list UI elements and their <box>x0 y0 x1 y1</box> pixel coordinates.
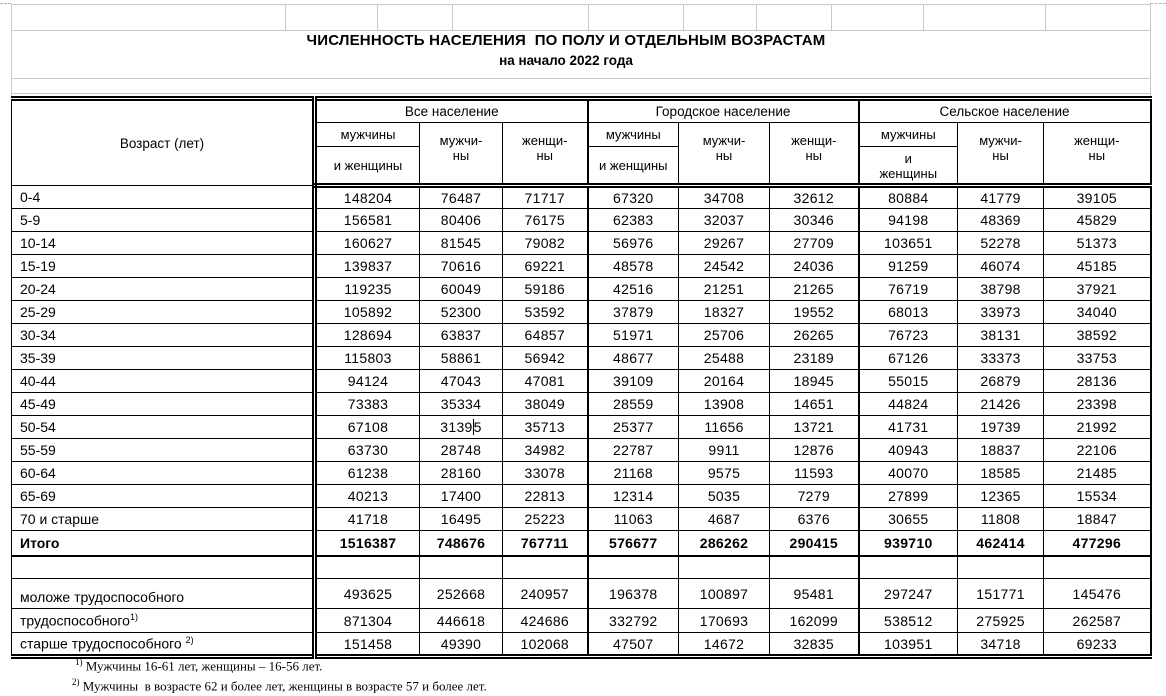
value-cell[interactable]: 105892 <box>315 301 420 324</box>
spacer-cell <box>315 556 420 579</box>
value-cell[interactable]: 56942 <box>503 347 588 370</box>
value-cell[interactable]: 148204 <box>315 186 420 209</box>
value-cell[interactable]: 286262 <box>679 531 770 556</box>
document-title[interactable]: ЧИСЛЕННОСТЬ НАСЕЛЕНИЯ ПО ПОЛУ И ОТДЕЛЬНЫМ ВОЗРАСТАМ <box>306 32 826 49</box>
labor-label-cell[interactable]: моложе трудоспособного <box>12 579 315 609</box>
value-cell[interactable]: 33753 <box>1044 347 1151 370</box>
value-cell[interactable]: 21168 <box>588 462 679 485</box>
age-label-cell[interactable]: 0-4 <box>12 186 315 209</box>
value-cell[interactable]: 45185 <box>1044 255 1151 278</box>
value-cell[interactable]: 23189 <box>770 347 859 370</box>
value-cell[interactable]: 76719 <box>859 278 958 301</box>
value-cell[interactable]: 196378 <box>588 579 679 609</box>
value-cell[interactable]: 29267 <box>679 232 770 255</box>
value-cell[interactable]: 47043 <box>420 370 503 393</box>
gridline-decoration <box>1045 4 1046 30</box>
labor-label-cell[interactable]: старше трудоспособного $^{2)}$ <box>12 633 315 657</box>
gridline-decoration <box>588 4 589 30</box>
value-cell[interactable]: 25488 <box>679 347 770 370</box>
value-cell[interactable]: 767711 <box>503 531 588 556</box>
value-cell[interactable]: 46074 <box>958 255 1044 278</box>
value-cell[interactable]: 156581 <box>315 209 420 232</box>
value-cell[interactable]: 33973 <box>958 301 1044 324</box>
gridline-decoration <box>377 4 378 30</box>
footnotes <box>72 654 487 695</box>
header-male-cell[interactable]: мужчи- ны <box>958 123 1044 186</box>
value-cell[interactable]: 70616 <box>420 255 503 278</box>
value-cell[interactable]: 48677 <box>588 347 679 370</box>
page-break-dash <box>0 3 11 4</box>
header-female-cell[interactable]: женщи- ны <box>770 123 859 186</box>
value-cell[interactable]: 7279 <box>770 485 859 508</box>
value-cell[interactable]: 39109 <box>588 370 679 393</box>
value-cell[interactable]: 115803 <box>315 347 420 370</box>
value-cell[interactable]: 21251 <box>679 278 770 301</box>
value-cell[interactable]: 16495 <box>420 508 503 531</box>
value-cell[interactable]: 33373 <box>958 347 1044 370</box>
value-cell[interactable]: 76723 <box>859 324 958 347</box>
value-cell[interactable]: 33078 <box>503 462 588 485</box>
value-cell[interactable]: 275925 <box>958 609 1044 633</box>
value-cell[interactable]: 18837 <box>958 439 1044 462</box>
value-cell[interactable]: 9575 <box>679 462 770 485</box>
value-cell[interactable]: 51971 <box>588 324 679 347</box>
value-cell[interactable]: 30346 <box>770 209 859 232</box>
spacer-cell <box>1044 556 1151 579</box>
value-cell[interactable]: 41779 <box>958 186 1044 209</box>
value-cell[interactable]: 15534 <box>1044 485 1151 508</box>
value-cell[interactable]: 34718 <box>958 633 1044 657</box>
value-cell[interactable]: 38592 <box>1044 324 1151 347</box>
value-cell[interactable]: 18327 <box>679 301 770 324</box>
value-cell[interactable]: 56976 <box>588 232 679 255</box>
header-age-label[interactable]: Возраст (лет) <box>12 99 315 186</box>
value-cell[interactable]: 22106 <box>1044 439 1151 462</box>
value-cell[interactable]: 58861 <box>420 347 503 370</box>
value-cell[interactable]: 477296 <box>1044 531 1151 556</box>
value-cell[interactable]: 18585 <box>958 462 1044 485</box>
value-cell[interactable]: 24542 <box>679 255 770 278</box>
value-cell[interactable]: 53592 <box>503 301 588 324</box>
value-cell[interactable]: 11593 <box>770 462 859 485</box>
value-cell[interactable]: 100897 <box>679 579 770 609</box>
gridline-decoration <box>683 4 684 30</box>
value-cell[interactable]: 80884 <box>859 186 958 209</box>
value-cell[interactable]: 576677 <box>588 531 679 556</box>
total-label-cell[interactable]: Итого <box>12 531 315 556</box>
value-cell[interactable]: 40943 <box>859 439 958 462</box>
value-cell[interactable]: 21485 <box>1044 462 1151 485</box>
value-cell[interactable]: 139837 <box>315 255 420 278</box>
value-cell[interactable]: 462414 <box>958 531 1044 556</box>
value-cell[interactable]: 32835 <box>770 633 859 657</box>
value-cell[interactable]: 12876 <box>770 439 859 462</box>
age-label-cell[interactable]: 50-54 <box>12 416 315 439</box>
value-cell[interactable]: 32037 <box>679 209 770 232</box>
value-cell[interactable]: 11808 <box>958 508 1044 531</box>
value-cell[interactable]: 493625 <box>315 579 420 609</box>
header-male-cell[interactable]: мужчи- ны <box>420 123 503 186</box>
value-cell[interactable]: 446618 <box>420 609 503 633</box>
value-cell[interactable]: 67108 <box>315 416 420 439</box>
header-male-cell[interactable]: мужчи- ны <box>679 123 770 186</box>
value-cell[interactable]: 95481 <box>770 579 859 609</box>
age-label-cell[interactable]: 70 и старше <box>12 508 315 531</box>
value-cell[interactable]: 49390 <box>420 633 503 657</box>
value-cell[interactable]: 151771 <box>958 579 1044 609</box>
value-cell[interactable]: 12365 <box>958 485 1044 508</box>
spacer-cell <box>12 556 315 579</box>
spacer-cell <box>859 556 958 579</box>
value-cell[interactable]: 68013 <box>859 301 958 324</box>
age-label-cell[interactable]: 15-19 <box>12 255 315 278</box>
value-cell[interactable]: 39105 <box>1044 186 1151 209</box>
value-cell[interactable]: 73383 <box>315 393 420 416</box>
header-combined-cell[interactable]: мужчины и женщины <box>315 123 420 186</box>
footnote-2-marker: 2) <box>72 677 80 688</box>
header-female-cell[interactable]: женщи- ны <box>503 123 588 186</box>
value-cell[interactable]: 32612 <box>770 186 859 209</box>
spacer-cell <box>679 556 770 579</box>
population-table <box>11 96 1152 659</box>
age-label-cell[interactable]: 35-39 <box>12 347 315 370</box>
value-cell[interactable]: 40070 <box>859 462 958 485</box>
value-cell[interactable]: 94198 <box>859 209 958 232</box>
value-cell[interactable]: 55015 <box>859 370 958 393</box>
footnote-1[interactable] <box>72 654 487 674</box>
value-cell[interactable]: 14651 <box>770 393 859 416</box>
value-cell[interactable]: 6376 <box>770 508 859 531</box>
gridline-decoration <box>11 78 1150 79</box>
value-cell[interactable]: 42516 <box>588 278 679 301</box>
value-cell[interactable]: 240957 <box>503 579 588 609</box>
value-cell[interactable]: 748676 <box>420 531 503 556</box>
age-label-cell[interactable]: 45-49 <box>12 393 315 416</box>
value-cell[interactable]: 69233 <box>1044 633 1151 657</box>
value-cell[interactable]: 162099 <box>770 609 859 633</box>
value-cell[interactable]: 37921 <box>1044 278 1151 301</box>
value-cell[interactable]: 34982 <box>503 439 588 462</box>
value-cell[interactable]: 13721 <box>770 416 859 439</box>
value-cell[interactable]: 26265 <box>770 324 859 347</box>
value-cell[interactable]: 76175 <box>503 209 588 232</box>
value-cell[interactable]: 34040 <box>1044 301 1151 324</box>
value-cell[interactable]: 151458 <box>315 633 420 657</box>
text-cursor <box>473 419 474 435</box>
value-cell[interactable]: 35334 <box>420 393 503 416</box>
value-cell[interactable]: 28748 <box>420 439 503 462</box>
value-cell[interactable]: 37879 <box>588 301 679 324</box>
value-cell[interactable]: 41731 <box>859 416 958 439</box>
value-cell[interactable]: 102068 <box>503 633 588 657</box>
value-cell[interactable]: 48369 <box>958 209 1044 232</box>
value-cell[interactable]: 145476 <box>1044 579 1151 609</box>
value-cell[interactable]: 19739 <box>958 416 1044 439</box>
value-cell[interactable]: 22813 <box>503 485 588 508</box>
footnote-1-marker: 1) <box>75 657 83 667</box>
value-cell[interactable]: 332792 <box>588 609 679 633</box>
age-label-cell[interactable]: 60-64 <box>12 462 315 485</box>
value-cell[interactable]: 81545 <box>420 232 503 255</box>
value-cell[interactable]: 25706 <box>679 324 770 347</box>
value-cell[interactable]: 22787 <box>588 439 679 462</box>
value-cell[interactable]: 21426 <box>958 393 1044 416</box>
gridline-decoration <box>452 4 453 30</box>
value-cell[interactable]: 5035 <box>679 485 770 508</box>
value-cell[interactable]: 48578 <box>588 255 679 278</box>
value-cell[interactable]: 4687 <box>679 508 770 531</box>
value-cell[interactable]: 51373 <box>1044 232 1151 255</box>
value-cell[interactable]: 18847 <box>1044 508 1151 531</box>
value-cell[interactable]: 1516387 <box>315 531 420 556</box>
value-cell[interactable]: 252668 <box>420 579 503 609</box>
value-cell[interactable]: 76487 <box>420 186 503 209</box>
value-cell[interactable]: 38131 <box>958 324 1044 347</box>
header-female-cell[interactable]: женщи- ны <box>1044 123 1151 186</box>
age-label-cell[interactable]: 10-14 <box>12 232 315 255</box>
value-cell[interactable]: 60049 <box>420 278 503 301</box>
header-group-cell[interactable]: Все население <box>315 99 588 123</box>
value-cell[interactable]: 17400 <box>420 485 503 508</box>
value-cell[interactable]: 35713 <box>503 416 588 439</box>
gridline-decoration <box>1150 4 1151 96</box>
value-cell[interactable]: 63837 <box>420 324 503 347</box>
value-cell[interactable]: 26879 <box>958 370 1044 393</box>
value-cell[interactable]: 94124 <box>315 370 420 393</box>
value-cell[interactable]: 297247 <box>859 579 958 609</box>
value-cell[interactable]: 69221 <box>503 255 588 278</box>
value-cell[interactable]: 61238 <box>315 462 420 485</box>
document-subtitle[interactable]: на начало 2022 года <box>499 53 633 68</box>
value-cell[interactable]: 38798 <box>958 278 1044 301</box>
value-cell[interactable]: 9911 <box>679 439 770 462</box>
value-cell[interactable]: 170693 <box>679 609 770 633</box>
age-label-cell[interactable]: 55-59 <box>12 439 315 462</box>
header-combined-cell[interactable]: мужчины и женщины <box>859 123 958 186</box>
age-label-cell[interactable]: 65-69 <box>12 485 315 508</box>
gridline-decoration <box>11 4 1150 5</box>
spacer-cell <box>588 556 679 579</box>
value-cell[interactable]: 290415 <box>770 531 859 556</box>
age-label-cell[interactable]: 25-29 <box>12 301 315 324</box>
value-cell[interactable]: 11656 <box>679 416 770 439</box>
value-cell[interactable]: 13908 <box>679 393 770 416</box>
title-block[interactable] <box>11 30 1121 70</box>
value-cell[interactable]: 52278 <box>958 232 1044 255</box>
value-cell[interactable]: 262587 <box>1044 609 1151 633</box>
value-cell[interactable]: 538512 <box>859 609 958 633</box>
labor-label-cell[interactable]: трудоспособного$^{1)}$ <box>12 609 315 633</box>
value-cell[interactable]: 79082 <box>503 232 588 255</box>
value-cell[interactable]: 47081 <box>503 370 588 393</box>
spacer-cell <box>958 556 1044 579</box>
spacer-cell <box>503 556 588 579</box>
value-cell[interactable]: 47507 <box>588 633 679 657</box>
value-cell[interactable]: 41718 <box>315 508 420 531</box>
gridline-decoration <box>923 4 924 30</box>
age-label-cell[interactable]: 30-34 <box>12 324 315 347</box>
footnote-1-text: Мужчины 16-61 лет, женщины – 16-56 лет. <box>82 658 323 674</box>
age-label-cell[interactable]: 20-24 <box>12 278 315 301</box>
value-cell[interactable]: 25223 <box>503 508 588 531</box>
page-break-dash <box>1150 3 1166 4</box>
value-cell[interactable]: 27709 <box>770 232 859 255</box>
value-cell[interactable]: 11063 <box>588 508 679 531</box>
footnote-2[interactable] <box>72 674 487 694</box>
value-cell[interactable]: 62383 <box>588 209 679 232</box>
value-cell[interactable]: 59186 <box>503 278 588 301</box>
value-cell[interactable]: 21992 <box>1044 416 1151 439</box>
header-combined-cell[interactable]: мужчины и женщины <box>588 123 679 186</box>
value-cell[interactable]: 25377 <box>588 416 679 439</box>
gridline-decoration <box>756 4 757 30</box>
value-cell[interactable]: 28559 <box>588 393 679 416</box>
value-cell[interactable]: 80406 <box>420 209 503 232</box>
header-group-cell[interactable]: Городское население <box>588 99 859 123</box>
spacer-cell <box>420 556 503 579</box>
value-cell[interactable]: 160627 <box>315 232 420 255</box>
value-cell[interactable]: 30655 <box>859 508 958 531</box>
value-cell[interactable]: 63730 <box>315 439 420 462</box>
value-cell[interactable]: 45829 <box>1044 209 1151 232</box>
value-cell[interactable]: 31395 <box>420 416 503 439</box>
spacer-cell <box>770 556 859 579</box>
value-cell[interactable]: 103951 <box>859 633 958 657</box>
header-group-cell[interactable]: Сельское население <box>859 99 1151 123</box>
value-cell[interactable]: 28160 <box>420 462 503 485</box>
value-cell[interactable]: 128694 <box>315 324 420 347</box>
gridline-decoration <box>11 93 1150 94</box>
value-cell[interactable]: 939710 <box>859 531 958 556</box>
value-cell[interactable]: 21265 <box>770 278 859 301</box>
value-cell[interactable]: 38049 <box>503 393 588 416</box>
age-label-cell[interactable]: 5-9 <box>12 209 315 232</box>
age-label-cell[interactable]: 40-44 <box>12 370 315 393</box>
value-cell[interactable]: 119235 <box>315 278 420 301</box>
value-cell[interactable]: 67320 <box>588 186 679 209</box>
gridline-decoration <box>285 4 286 30</box>
value-cell[interactable]: 71717 <box>503 186 588 209</box>
value-cell[interactable]: 67126 <box>859 347 958 370</box>
value-cell[interactable]: 44824 <box>859 393 958 416</box>
value-cell[interactable]: 20164 <box>679 370 770 393</box>
value-cell[interactable]: 103651 <box>859 232 958 255</box>
value-cell[interactable]: 18945 <box>770 370 859 393</box>
value-cell[interactable]: 40213 <box>315 485 420 508</box>
value-cell[interactable]: 91259 <box>859 255 958 278</box>
value-cell[interactable]: 12314 <box>588 485 679 508</box>
value-cell[interactable]: 28136 <box>1044 370 1151 393</box>
value-cell[interactable]: 64857 <box>503 324 588 347</box>
value-cell[interactable]: 23398 <box>1044 393 1151 416</box>
value-cell[interactable]: 27899 <box>859 485 958 508</box>
value-cell[interactable]: 34708 <box>679 186 770 209</box>
value-cell[interactable]: 871304 <box>315 609 420 633</box>
value-cell[interactable]: 424686 <box>503 609 588 633</box>
value-cell[interactable]: 52300 <box>420 301 503 324</box>
value-cell[interactable]: 24036 <box>770 255 859 278</box>
value-cell[interactable]: 14672 <box>679 633 770 657</box>
gridline-decoration <box>831 4 832 30</box>
value-cell[interactable]: 19552 <box>770 301 859 324</box>
footnote-2-text: Мужчины в возрасте 62 и более лет, женщины в возрасте 57 и более лет. <box>79 678 487 694</box>
